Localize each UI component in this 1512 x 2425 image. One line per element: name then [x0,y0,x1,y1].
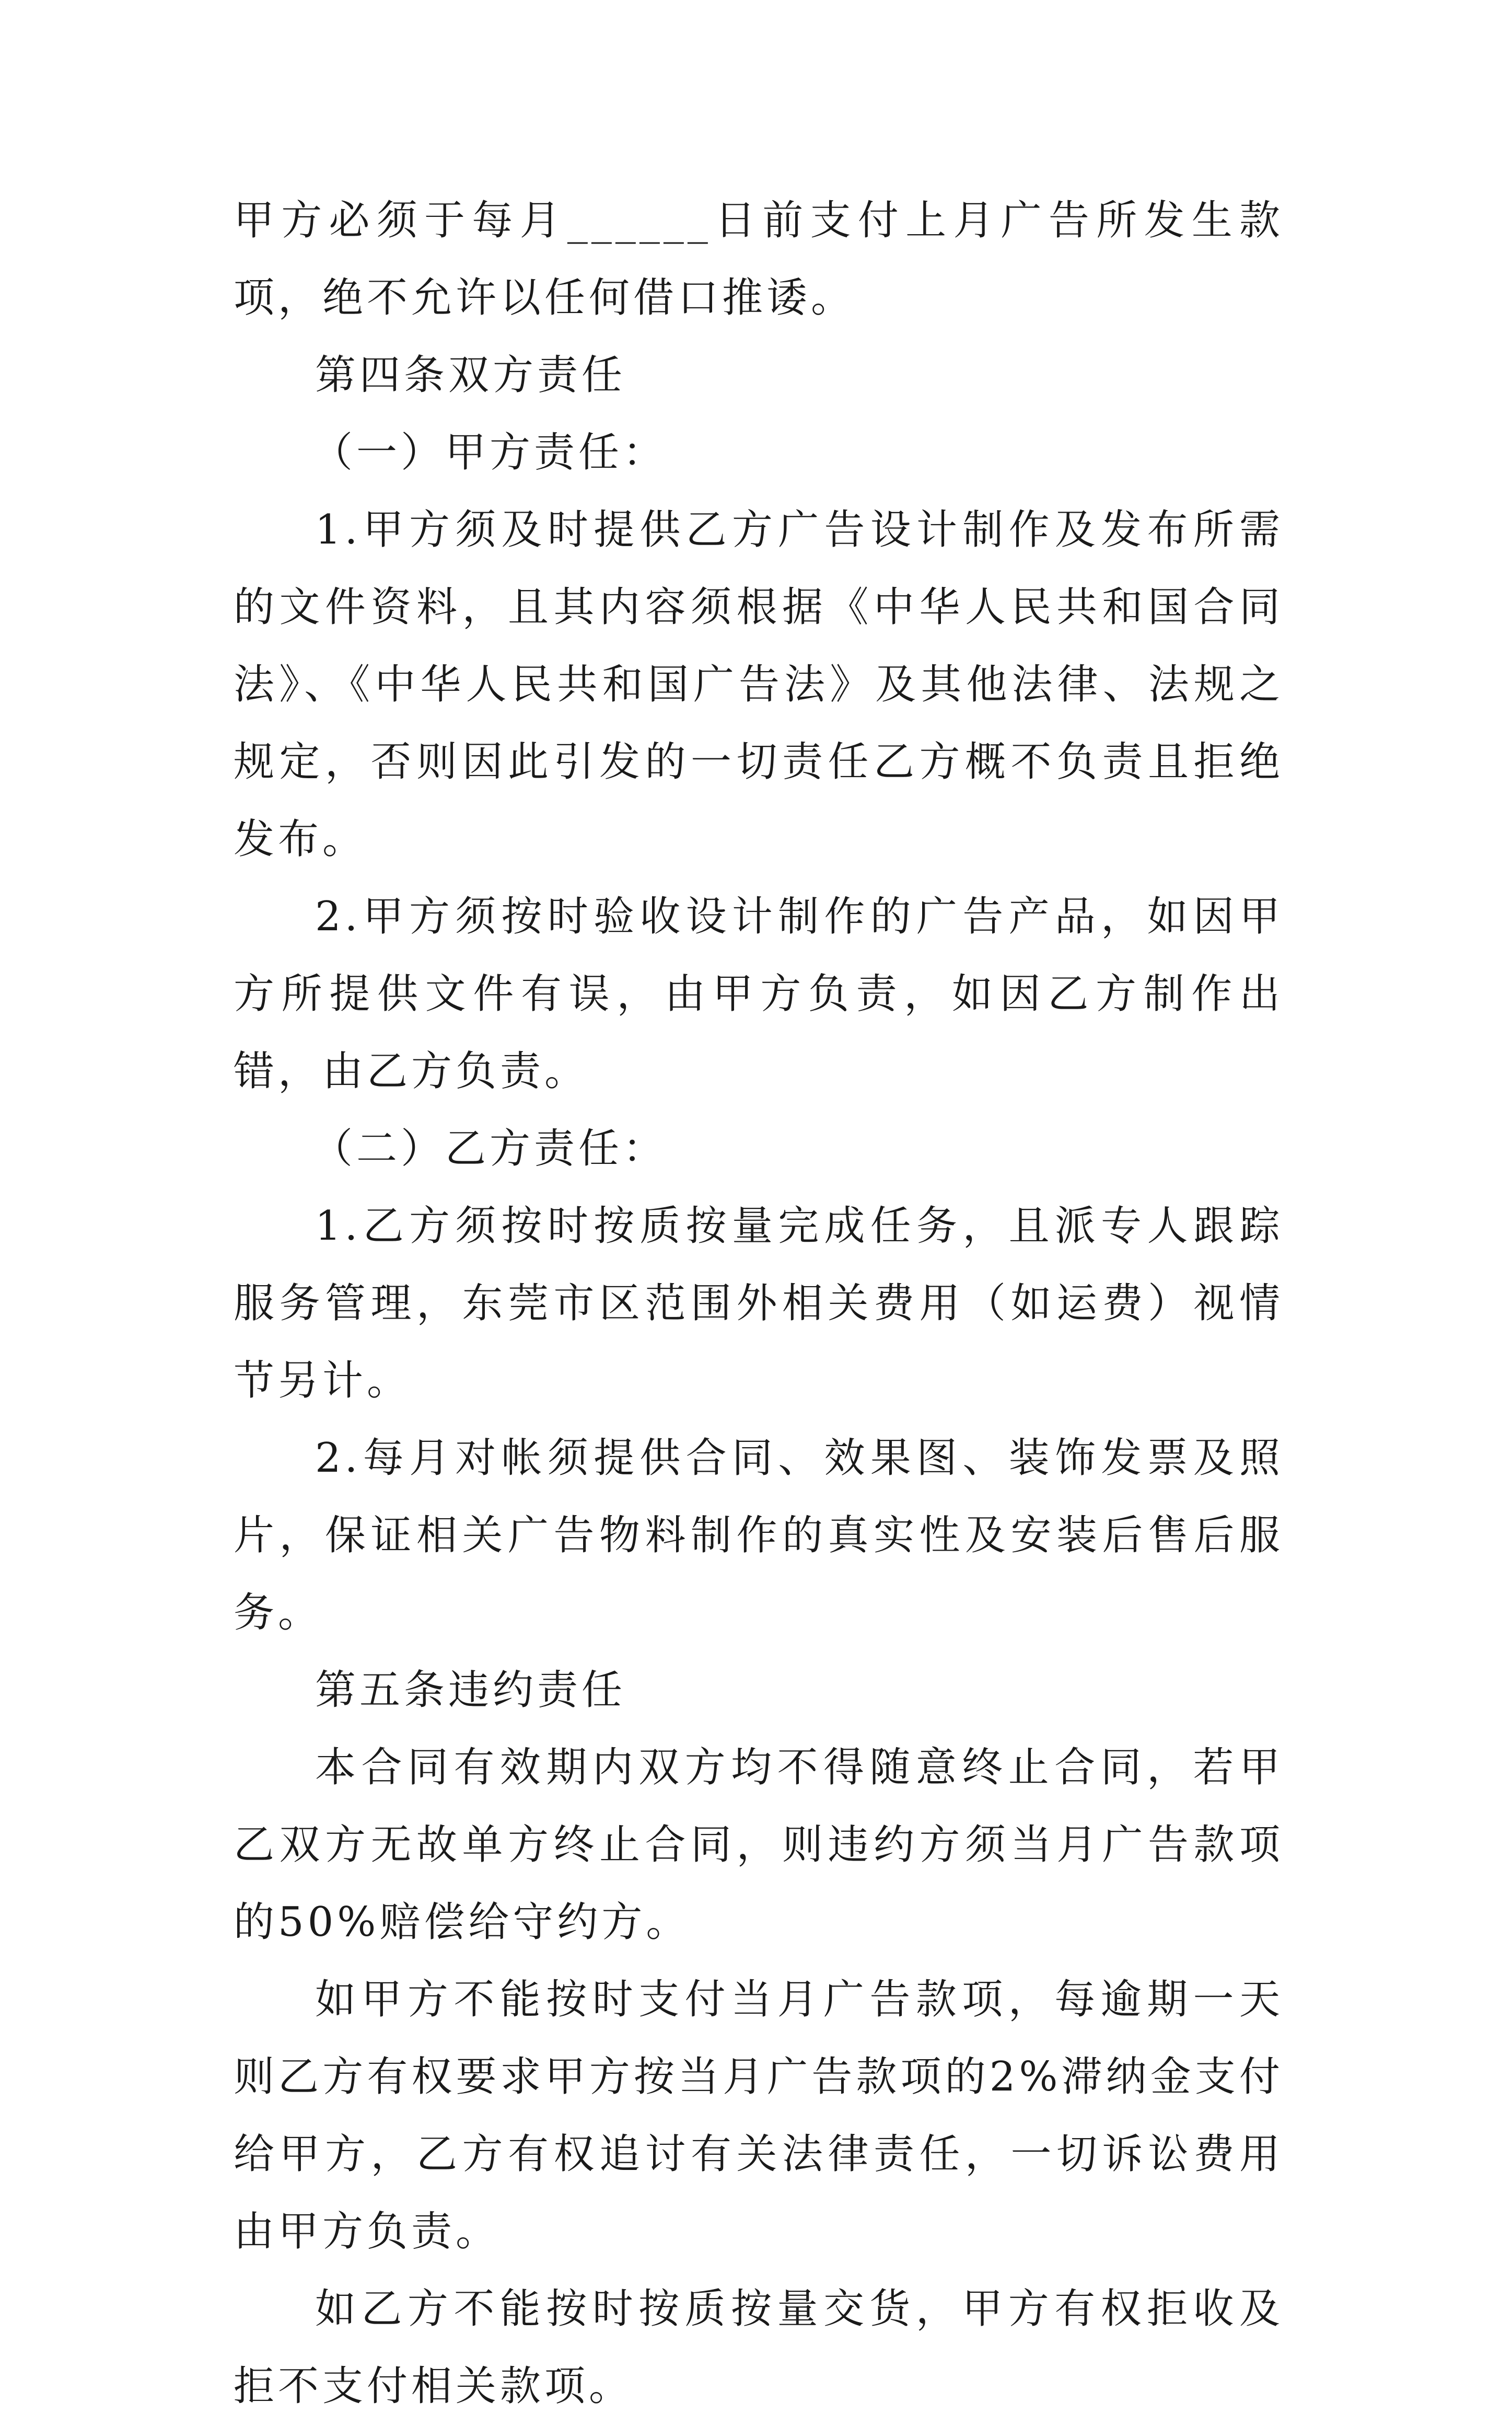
paragraph-breach-delivery: 如乙方不能按时按质按量交货，甲方有权拒收及拒不支付相关款项。 [234,2285,1284,2410]
paragraph-party-a-1: 1.甲方须及时提供乙方广告设计制作及发布所需的文件资料，且其内容须根据《中华人民共和国合同法》、《中华人民共和国广告法》及其他法律、法规之规定，否则因此引发的一切责任乙方概不负责且拒绝发布。 [234,506,1284,863]
paragraph-party-b-1: 1.乙方须按时按质按量完成任务，且派专人跟踪服务管理，东莞市区范围外相关费用（如运费）视情节另计。 [234,1203,1284,1404]
paragraph-breach-termination: 本合同有效期内双方均不得随意终止合同，若甲乙双方无故单方终止合同，则违约方须当月广告款项的50%赔偿给守约方。 [234,1744,1284,1946]
section-heading-article-5: 第五条违约责任 [315,1667,626,1714]
paragraph-party-b-2: 2.每月对帐须提供合同、效果图、装饰发票及照片，保证相关广告物料制作的真实性及安装后售后服务。 [234,1435,1284,1636]
section-heading-article-4: 第四条双方责任 [315,352,626,399]
sub-heading-party-a: （一）甲方责任： [312,429,668,476]
paragraph-party-a-2: 2.甲方须按时验收设计制作的广告产品，如因甲方所提供文件有误，由甲方负责，如因乙方制作出错，由乙方负责。 [234,893,1284,1095]
document-body [234,182,1284,2425]
paragraph-payment-deadline: 甲方必须于每月______日前支付上月广告所发生款项，绝不允许以任何借口推诿。 [234,197,1284,321]
paragraph-breach-late-payment: 如甲方不能按时支付当月广告款项，每逾期一天则乙方有权要求甲方按当月广告款项的2%滞纳金支付给甲方，乙方有权追讨有关法律责任，一切诉讼费用由甲方负责。 [234,1976,1284,2255]
sub-heading-party-b: （二）乙方责任： [312,1125,668,1172]
